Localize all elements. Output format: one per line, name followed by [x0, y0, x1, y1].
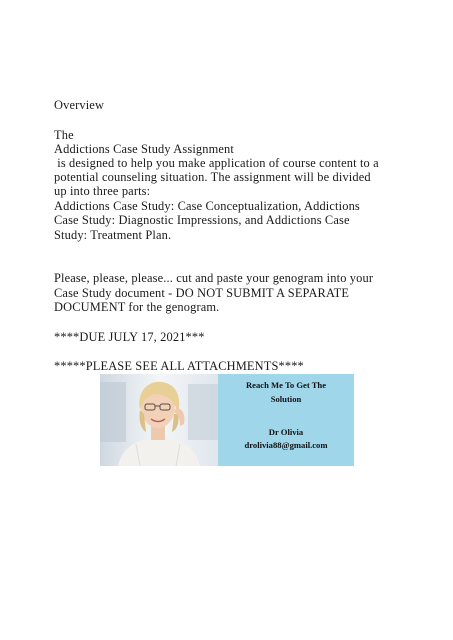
woman-photo [100, 374, 218, 466]
ad-headline: Reach Me To Get The [245, 380, 327, 390]
genogram-line: Please, please, please... cut and paste your genogram into your [54, 271, 374, 285]
woman-portrait-image [100, 374, 218, 466]
genogram-line: Case Study document - DO NOT SUBMIT A SEPARATE [54, 286, 350, 300]
body-line: is designed to help you make application of course content to a [54, 156, 379, 170]
contact-panel [218, 374, 354, 466]
due-date-line: ****DUE JULY 17, 2021*** [54, 330, 205, 344]
genogram-line: DOCUMENT for the genogram. [54, 300, 220, 314]
intro-the: The [54, 128, 74, 142]
overview-heading: Overview [54, 98, 105, 112]
ad-contact-email[interactable]: drolivia88@gmail.com [244, 440, 328, 450]
attachments-line: *****PLEASE SEE ALL ATTACHMENTS**** [54, 359, 304, 373]
assignment-title: Addictions Case Study Assignment [54, 142, 234, 156]
ad-subheadline: Solution [270, 394, 302, 404]
contact-advert [100, 374, 354, 466]
body-line: Study: Treatment Plan. [54, 228, 172, 242]
body-line: up into three parts: [54, 184, 151, 198]
body-line: potential counseling situation. The assignment will be divided [54, 170, 371, 184]
body-line: Case Study: Diagnostic Impressions, and Addictions Case [54, 213, 350, 227]
body-line: Addictions Case Study: Case Conceptualization, Addictions [54, 199, 360, 213]
ad-contact-name: Dr Olivia [268, 427, 304, 437]
